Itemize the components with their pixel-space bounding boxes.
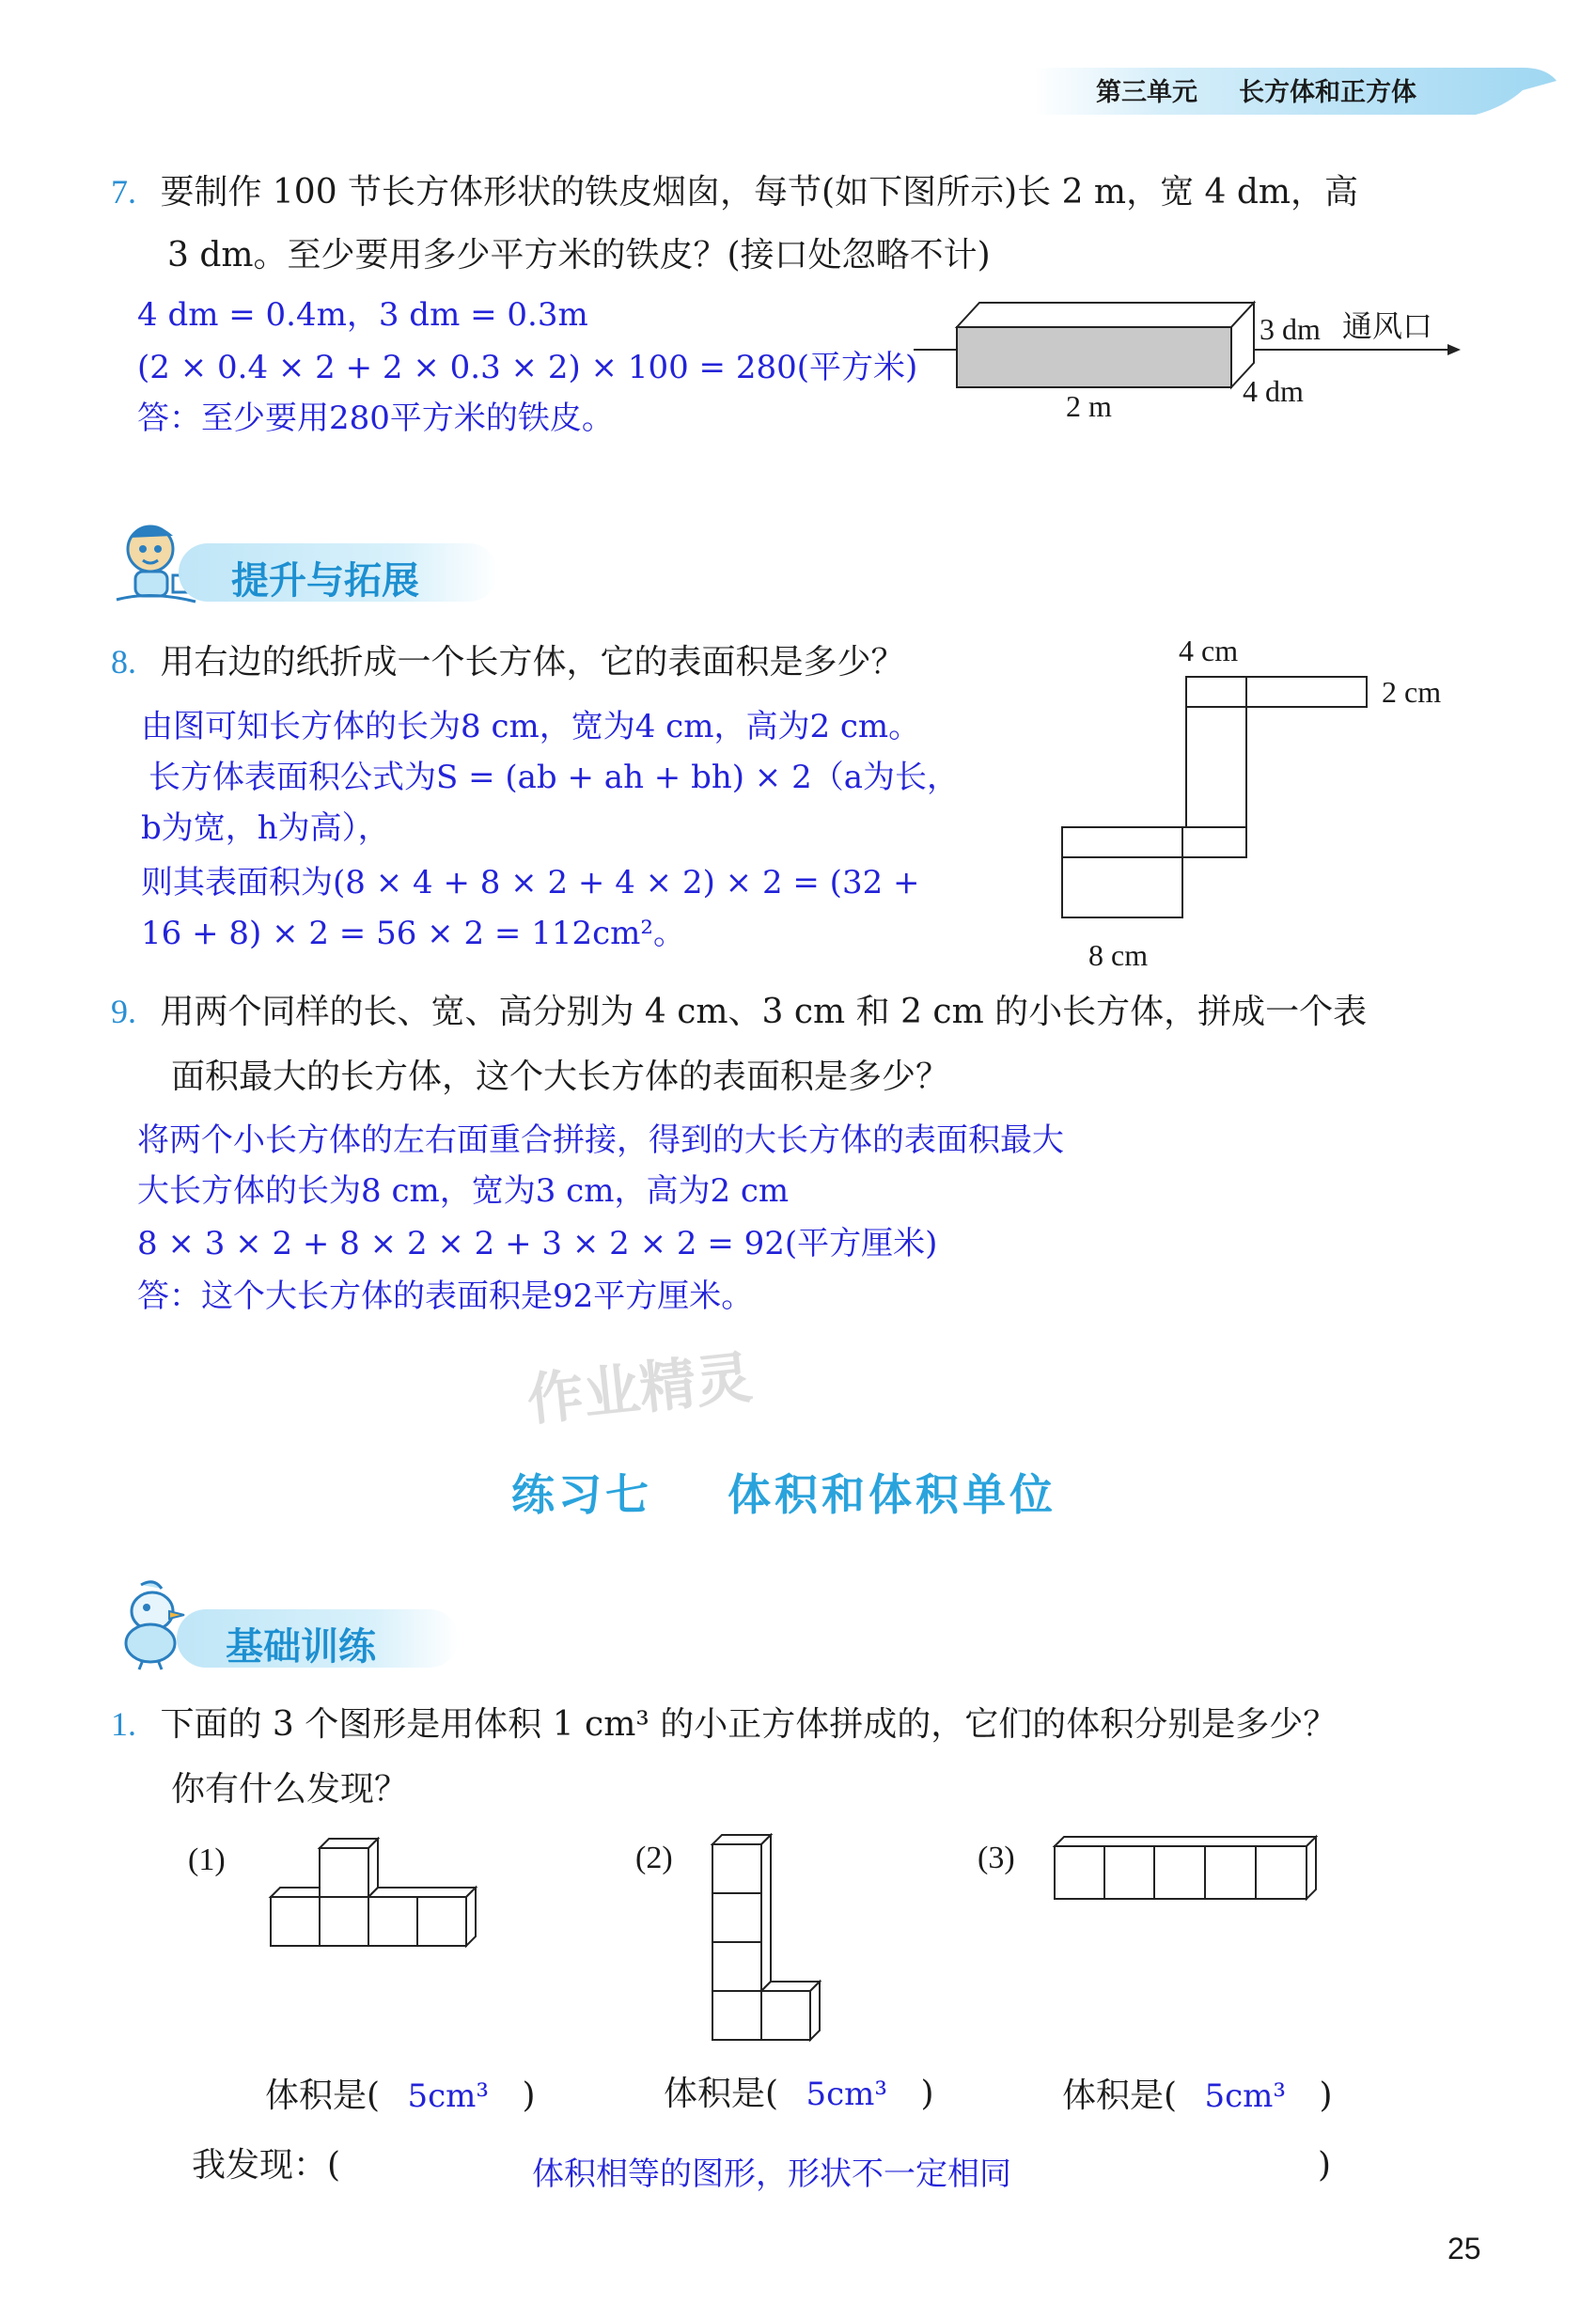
chimney-width-label: 4 dm (1243, 374, 1304, 408)
q9-text-line1: 用两个同样的长、宽、高分别为 4 cm、3 cm 和 2 cm 的小长方体，拼成一个表 (160, 993, 1368, 1031)
volume-prefix-3: 体积是( (1062, 2077, 1178, 2115)
volume-suffix-2: ) (920, 2075, 934, 2113)
q9-text-line2: 面积最大的长方体，这个大长方体的表面积是多少？ (171, 1058, 950, 1096)
q9-answer-1: 将两个小长方体的左右面重合拼接，得到的大长方体的表面积最大 (137, 1121, 1064, 1159)
q8-answer-1: 由图可知长方体的长为8 cm，宽为4 cm，高为2 cm。 (141, 708, 921, 745)
q7-answer-2: (2 × 0.4 × 2 + 2 × 0.3 × 2) × 100 = 280(平方米) (137, 349, 918, 386)
q9-number: 9. (111, 993, 136, 1030)
finding-answer: 体积相等的图形，形状不一定相同 (532, 2155, 1011, 2193)
q1-number: 1. (111, 1705, 136, 1743)
q8-number: 8. (111, 643, 136, 681)
q8-answer-2: 长方体表面积公式为S = (ab + ah + bh) × 2（a为长， (149, 759, 960, 796)
q7-line1 (111, 165, 1358, 219)
extend-section-title: 提升与拓展 (231, 559, 419, 603)
q1-text-line1: 下面的 3 个图形是用体积 1 cm³ 的小正方体拼成的，它们的体积分别是多少？ (160, 1705, 1338, 1744)
watermark: 作业精灵 (524, 1344, 756, 1434)
fig3-label: (3) (978, 1841, 1015, 1875)
q7-number: 7. (111, 173, 136, 211)
cube-figure-1 (261, 1837, 496, 1959)
finding-suffix: ) (1318, 2146, 1332, 2185)
net-figure (1053, 667, 1391, 940)
volume-suffix-1: ) (522, 2077, 536, 2115)
cube-figure-3 (1045, 1833, 1327, 1918)
volume-prefix-1: 体积是( (265, 2077, 381, 2115)
q8-answer-5: 16 + 8) × 2 = 56 × 2 = 112cm²。 (141, 915, 686, 952)
q9-answer-4: 答：这个大长方体的表面积是92平方厘米。 (137, 1277, 754, 1315)
q8-text-line1: 用右边的纸折成一个长方体，它的表面积是多少？ (160, 643, 905, 682)
page-number: 25 (1447, 2232, 1481, 2265)
fig2-label: (2) (635, 1841, 673, 1875)
q9-answer-3: 8 × 3 × 2 + 8 × 2 × 2 + 3 × 2 × 2 = 92(平方厘米) (137, 1225, 938, 1262)
volume-suffix-3: ) (1319, 2077, 1333, 2115)
volume-answer-3: 5cm³ (1204, 2077, 1287, 2115)
finding-prefix: 我发现：( (192, 2146, 341, 2185)
q7-answer-1: 4 dm = 0.4m，3 dm = 0.3m (137, 296, 588, 334)
net-top-label: 4 cm (1179, 634, 1239, 667)
chimney-height-label: 3 dm (1260, 312, 1321, 346)
volume-answer-2: 5cm³ (806, 2076, 888, 2113)
q9-answer-2: 大长方体的长为8 cm，宽为3 cm，高为2 cm (137, 1172, 790, 1210)
chimney-length-label: 2 m (1066, 389, 1112, 423)
q8-answer-3: b为宽，h为高）， (141, 809, 390, 847)
chimney-vent-label: 通风口 (1342, 309, 1433, 343)
header-title: 长方体和正方体 (1239, 78, 1416, 107)
fig1-label: (1) (188, 1842, 226, 1877)
q7-text-line1: 要制作 100 节长方体形状的铁皮烟囱，每节(如下图所示)长 2 m，宽 4 dm，高 (160, 173, 1359, 212)
net-right-label: 2 cm (1382, 675, 1442, 709)
exercise-title: 练习七 体积和体积单位 (511, 1469, 1057, 1520)
basic-section-title: 基础训练 (226, 1625, 376, 1669)
volume-line-2 (664, 2068, 934, 2121)
cube-figure-2 (703, 1833, 844, 2055)
net-bottom-label: 8 cm (1088, 938, 1149, 972)
volume-answer-1: 5cm³ (407, 2077, 490, 2115)
q7-answer-3: 答：至少要用280平方米的铁皮。 (137, 400, 614, 437)
volume-prefix-2: 体积是( (664, 2075, 779, 2113)
volume-line-1 (265, 2070, 536, 2123)
q9-line1 (111, 985, 1367, 1039)
q8-line1 (111, 635, 904, 689)
q1-line1 (111, 1698, 1337, 1751)
q1-text-line2: 你有什么发现？ (171, 1770, 409, 1809)
volume-line-3 (1062, 2070, 1333, 2123)
q8-answer-4: 则其表面积为(8 × 4 + 8 × 2 + 4 × 2) × 2 = (32 + (141, 864, 920, 901)
header-unit: 第三单元 (1096, 78, 1197, 107)
q7-text-line2: 3 dm。至少要用多少平方米的铁皮？(接口处忽略不计) (167, 236, 991, 274)
